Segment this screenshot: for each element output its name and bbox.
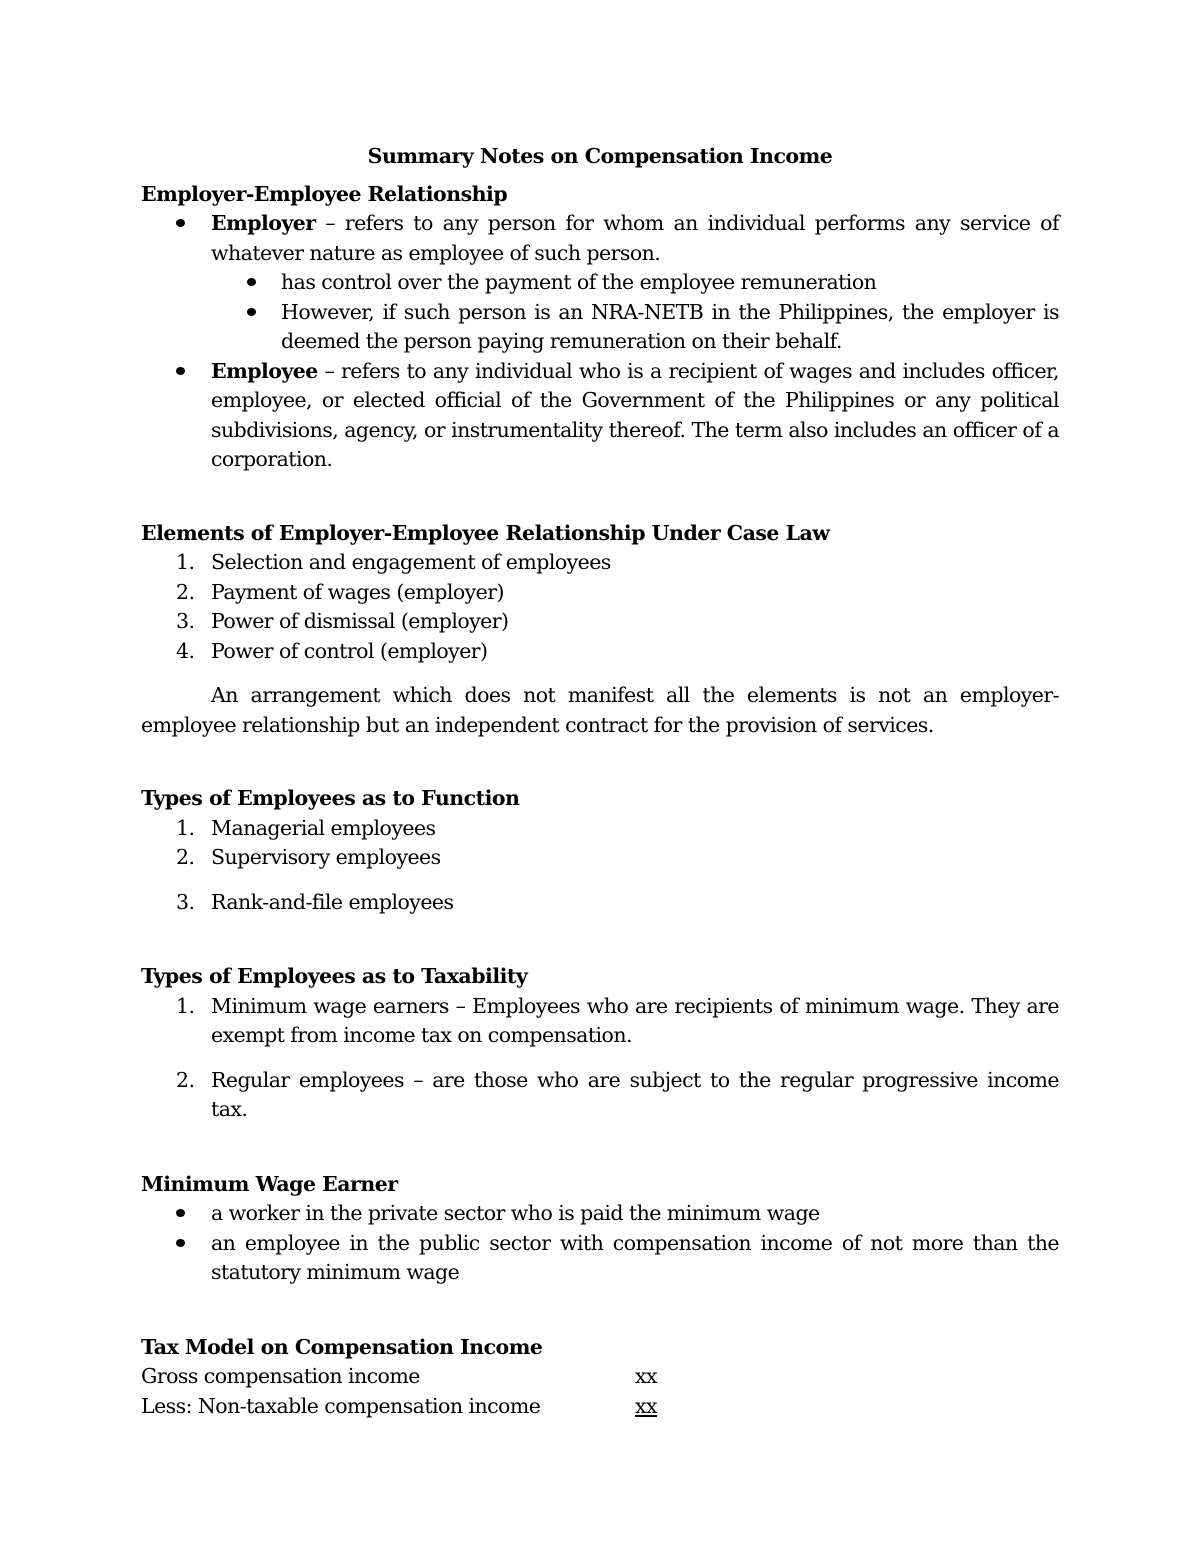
list-item-text: Managerial employees [211, 815, 436, 840]
spacer [141, 1288, 1059, 1333]
tax-row-label: Less: Non-taxable compensation income [141, 1393, 541, 1418]
list-item-text: has control over the payment of the employee remuneration [281, 270, 877, 294]
list-number: 1. [176, 815, 195, 840]
list-item [141, 1066, 1059, 1125]
list-number: 1. [176, 993, 195, 1018]
spacer [141, 740, 1059, 784]
spacer [141, 1125, 1059, 1170]
list-number: 3. [176, 609, 195, 633]
spacer [141, 917, 1059, 962]
list-item-text: Regular employees – are those who are subject to the regular progressive income tax. [211, 1067, 1059, 1121]
relationship-list [141, 209, 1059, 475]
list-item-text: Selection and engagement of employees [211, 550, 611, 574]
list-item-text: Power of control (employer) [211, 638, 488, 663]
employer-sub-list [211, 268, 1059, 357]
list-item-text: Rank-and-file employees [211, 889, 454, 914]
term-employer: Employer [211, 211, 316, 235]
document-title: Summary Notes on Compensation Income [367, 144, 833, 168]
bullet-icon [176, 219, 185, 227]
list-item [141, 843, 1059, 873]
list-item [141, 607, 1059, 637]
bullet-icon [176, 1239, 185, 1247]
bullet-icon [176, 1209, 185, 1217]
section-heading-taxability-types: Types of Employees as to Taxability [141, 964, 528, 988]
list-item [141, 888, 1059, 918]
term-employee: Employee [211, 358, 318, 383]
list-item-text: Minimum wage earners – Employees who are recipients of minimum wage. They are exempt from income tax on compensation. [211, 993, 1059, 1047]
taxability-types-list [141, 992, 1059, 1125]
employer-definition: – refers to any person for whom an individual performs any service of whatever nature as employee of such person. [211, 211, 1059, 265]
list-item [141, 268, 1059, 298]
section-heading-relationship: Employer-Employee Relationship [141, 181, 508, 206]
list-number: 2. [176, 579, 195, 604]
list-item [141, 298, 1059, 357]
bullet-icon [247, 308, 256, 316]
employee-definition: – refers to any individual who is a recipient of wages and includes officer, employee, or elected official of the Government of the Philippines or any political subdivisions, agency, or instrumentality thereof. The term also includes an officer of a corporation. [211, 358, 1059, 471]
tax-row-value: xx [635, 1364, 658, 1388]
list-item-text: a worker in the private sector who is paid the minimum wage [211, 1201, 820, 1225]
list-item-text: Power of dismissal (employer) [211, 609, 509, 633]
elements-list [141, 548, 1059, 666]
list-item-text: However, if such person is an NRA-NETB in the Philippines, the employer is deemed the person paying remuneration on their behalf. [281, 299, 1059, 353]
spacer [141, 666, 1059, 681]
list-item-text: an employee in the public sector with compensation income of not more than the statutory minimum wage [211, 1230, 1059, 1284]
bullet-icon [176, 367, 185, 375]
list-number: 2. [176, 1067, 195, 1092]
list-number: 1. [176, 550, 195, 574]
list-item [141, 1229, 1059, 1288]
list-item [141, 578, 1059, 608]
section-heading-tax-model: Tax Model on Compensation Income [141, 1334, 543, 1359]
mwe-list [141, 1199, 1059, 1288]
bullet-icon [247, 278, 256, 286]
tax-row-label: Gross compensation income [141, 1364, 420, 1388]
tax-model-row [141, 1362, 1059, 1392]
list-item [141, 992, 1059, 1051]
elements-note: An arrangement which does not manifest all the elements is not an employer-employee relationship but an independent contract for the provision of services. [141, 683, 1059, 737]
list-item [141, 548, 1059, 578]
tax-model-row [141, 1392, 1059, 1422]
list-item-employee [141, 357, 1059, 475]
list-number: 4. [176, 638, 195, 663]
list-item-text: Supervisory employees [211, 845, 441, 869]
section-heading-elements: Elements of Employer-Employee Relationship Under Case Law [141, 520, 830, 545]
function-types-list [141, 814, 1059, 918]
list-number: 2. [176, 845, 195, 869]
section-heading-mwe: Minimum Wage Earner [141, 1171, 398, 1196]
section-heading-function-types: Types of Employees as to Function [141, 786, 520, 810]
list-item-text: Payment of wages (employer) [211, 579, 504, 604]
list-item [141, 814, 1059, 844]
list-item [141, 637, 1059, 667]
list-number: 3. [176, 889, 195, 914]
list-item-employer [141, 209, 1059, 357]
tax-row-value: xx [635, 1393, 658, 1418]
list-item [141, 1199, 1059, 1229]
spacer [141, 475, 1059, 519]
